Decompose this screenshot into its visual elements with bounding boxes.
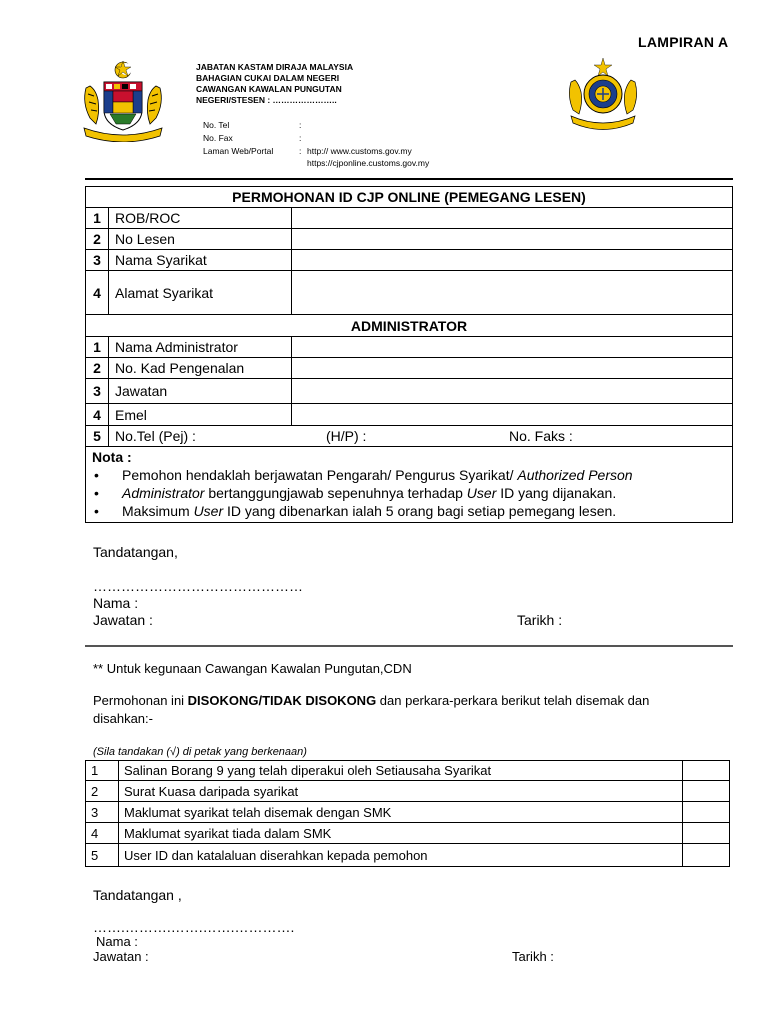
malaysia-coat-of-arms-logo (80, 58, 166, 142)
checklist-text: Salinan Borang 9 yang telah diperakui oleh Setiausaha Syarikat (119, 761, 683, 781)
attachment-label: LAMPIRAN A (638, 34, 729, 50)
row-number: 1 (86, 337, 109, 358)
form-row-company-name (86, 250, 733, 271)
support-text: disahkan:- (93, 711, 153, 726)
form-row-company-address (86, 271, 733, 315)
row-number: 4 (86, 271, 109, 315)
position-field[interactable] (292, 379, 733, 404)
officer-signature-label: Tandatangan , (93, 887, 182, 903)
support-status-options: DISOKONG/TIDAK DISOKONG (187, 693, 377, 708)
nota-text: ID yang dibenarkan ialah 5 orang bagi setiap pemegang lesen. (223, 503, 617, 519)
admin-name-field[interactable] (292, 337, 733, 358)
applicant-date-label: Tarikh : (517, 612, 563, 628)
web-url-cjponline[interactable]: https://cjponline.customs.gov.my (307, 158, 430, 168)
form-row-email (86, 404, 733, 426)
admin-title-row (86, 315, 733, 337)
nota-item-1 (92, 466, 726, 484)
form-row-position (86, 379, 733, 404)
nota-text: bertanggungjawab sepenuhnya terhadap (204, 485, 467, 501)
office-tel-label: No.Tel (Pej) : (115, 428, 196, 444)
agency-line-2: BAHAGIAN CUKAI DALAM NEGERI (196, 73, 340, 83)
fax-number-label: No. Faks : (509, 428, 573, 444)
nota-title: Nota : (92, 449, 132, 465)
checklist-text: Maklumat syarikat tiada dalam SMK (119, 823, 683, 844)
customs-emblem-logo (565, 56, 641, 132)
support-text: dan perkara-perkara berikut telah disemak dan (376, 693, 650, 708)
form-title-row (86, 187, 733, 208)
agency-line-4: NEGERI/STESEN : ………………….. (196, 95, 337, 105)
office-use-note: ** Untuk kegunaan Cawangan Kawalan Pungutan,CDN (93, 661, 412, 676)
checklist-tick-box[interactable] (683, 823, 730, 844)
company-name-field[interactable] (292, 250, 733, 271)
admin-name-label: Nama Administrator (109, 337, 292, 358)
bullet-icon: • (94, 485, 99, 501)
checklist-text: User ID dan katalaluan diserahkan kepada pemohon (119, 844, 683, 867)
nota-cell (86, 447, 733, 523)
form-row-admin-name (86, 337, 733, 358)
checklist-tick-box[interactable] (683, 781, 730, 802)
mobile-label: (H/P) : (326, 428, 367, 444)
support-statement (93, 692, 733, 728)
form-row-license (86, 229, 733, 250)
row-number: 2 (86, 358, 109, 379)
checklist-tick-box[interactable] (683, 761, 730, 781)
row-number: 1 (86, 208, 109, 229)
officer-signature-line[interactable]: …….……….…….…….…………. (93, 919, 295, 935)
nota-text: ID yang dijanakan. (496, 485, 617, 501)
agency-line-3: CAWANGAN KAWALAN PUNGUTAN (196, 84, 342, 94)
fax-label: No. Fax (203, 133, 233, 143)
email-field[interactable] (292, 404, 733, 426)
tick-instruction: (Sila tandakan (√) di petak yang berkenaan) (93, 746, 307, 758)
nota-text: Pemohon hendaklah berjawatan Pengarah/ Pengurus Syarikat/ (122, 467, 518, 483)
application-form-table (85, 186, 733, 523)
checklist-number: 1 (86, 761, 119, 781)
checklist-row (86, 781, 730, 802)
checklist-number: 5 (86, 844, 119, 867)
form-row-rob (86, 208, 733, 229)
checklist-row (86, 823, 730, 844)
nota-item-3 (92, 502, 726, 520)
fax-sep: : (299, 133, 302, 143)
officer-date-label: Tarikh : (512, 949, 554, 964)
nota-italic-text: User (466, 485, 497, 501)
phone-fields-cell (109, 426, 733, 447)
admin-section-title: ADMINISTRATOR (86, 315, 733, 337)
row-number: 5 (86, 426, 109, 447)
position-label: Jawatan (109, 379, 292, 404)
tel-sep: : (299, 120, 302, 130)
checklist-row (86, 761, 730, 781)
license-no-label: No Lesen (109, 229, 292, 250)
nota-row (86, 447, 733, 523)
checklist-row (86, 802, 730, 823)
checklist-text: Maklumat syarikat telah disemak dengan SMK (119, 802, 683, 823)
checklist-tick-box[interactable] (683, 844, 730, 867)
company-name-label: Nama Syarikat (109, 250, 292, 271)
form-row-phone (86, 426, 733, 447)
applicant-signature-line[interactable]: ……………………………………… (93, 578, 303, 594)
company-address-field[interactable] (292, 271, 733, 315)
checklist-tick-box[interactable] (683, 802, 730, 823)
form-title: PERMOHONAN ID CJP ONLINE (PEMEGANG LESEN) (86, 187, 733, 208)
applicant-position-label: Jawatan : (93, 612, 153, 628)
nota-italic-text: Administrator (122, 485, 205, 501)
checklist-number: 2 (86, 781, 119, 802)
header-rule (85, 178, 733, 180)
agency-line-1: JABATAN KASTAM DIRAJA MALAYSIA (196, 62, 354, 72)
officer-name-label: Nama : (96, 934, 138, 949)
rob-roc-label: ROB/ROC (109, 208, 292, 229)
checklist-number: 4 (86, 823, 119, 844)
applicant-name-label: Nama : (93, 595, 139, 611)
license-no-field[interactable] (292, 229, 733, 250)
rob-roc-field[interactable] (292, 208, 733, 229)
ic-number-label: No. Kad Pengenalan (109, 358, 292, 379)
row-number: 3 (86, 250, 109, 271)
checklist-row (86, 844, 730, 867)
section-divider (85, 645, 733, 647)
ic-number-field[interactable] (292, 358, 733, 379)
checklist-text: Surat Kuasa daripada syarikat (119, 781, 683, 802)
company-address-label: Alamat Syarikat (109, 271, 292, 315)
row-number: 3 (86, 379, 109, 404)
email-label: Emel (109, 404, 292, 426)
officer-position-label: Jawatan : (93, 949, 149, 964)
bullet-icon: • (94, 503, 99, 519)
nota-text: Maksimum (122, 503, 194, 519)
web-url-customs[interactable]: http:// www.customs.gov.my (307, 146, 412, 156)
applicant-signature-label: Tandatangan, (93, 544, 178, 560)
checklist-number: 3 (86, 802, 119, 823)
bullet-icon: • (94, 467, 99, 483)
support-text: Permohonan ini (93, 693, 188, 708)
row-number: 2 (86, 229, 109, 250)
row-number: 4 (86, 404, 109, 426)
verification-checklist-table (85, 760, 730, 867)
web-sep: : (299, 146, 302, 156)
nota-italic-text: User (193, 503, 224, 519)
nota-italic-text: Authorized Person (517, 467, 633, 483)
web-label: Laman Web/Portal (203, 146, 274, 156)
form-row-ic (86, 358, 733, 379)
nota-item-2 (92, 484, 726, 502)
tel-label: No. Tel (203, 120, 230, 130)
